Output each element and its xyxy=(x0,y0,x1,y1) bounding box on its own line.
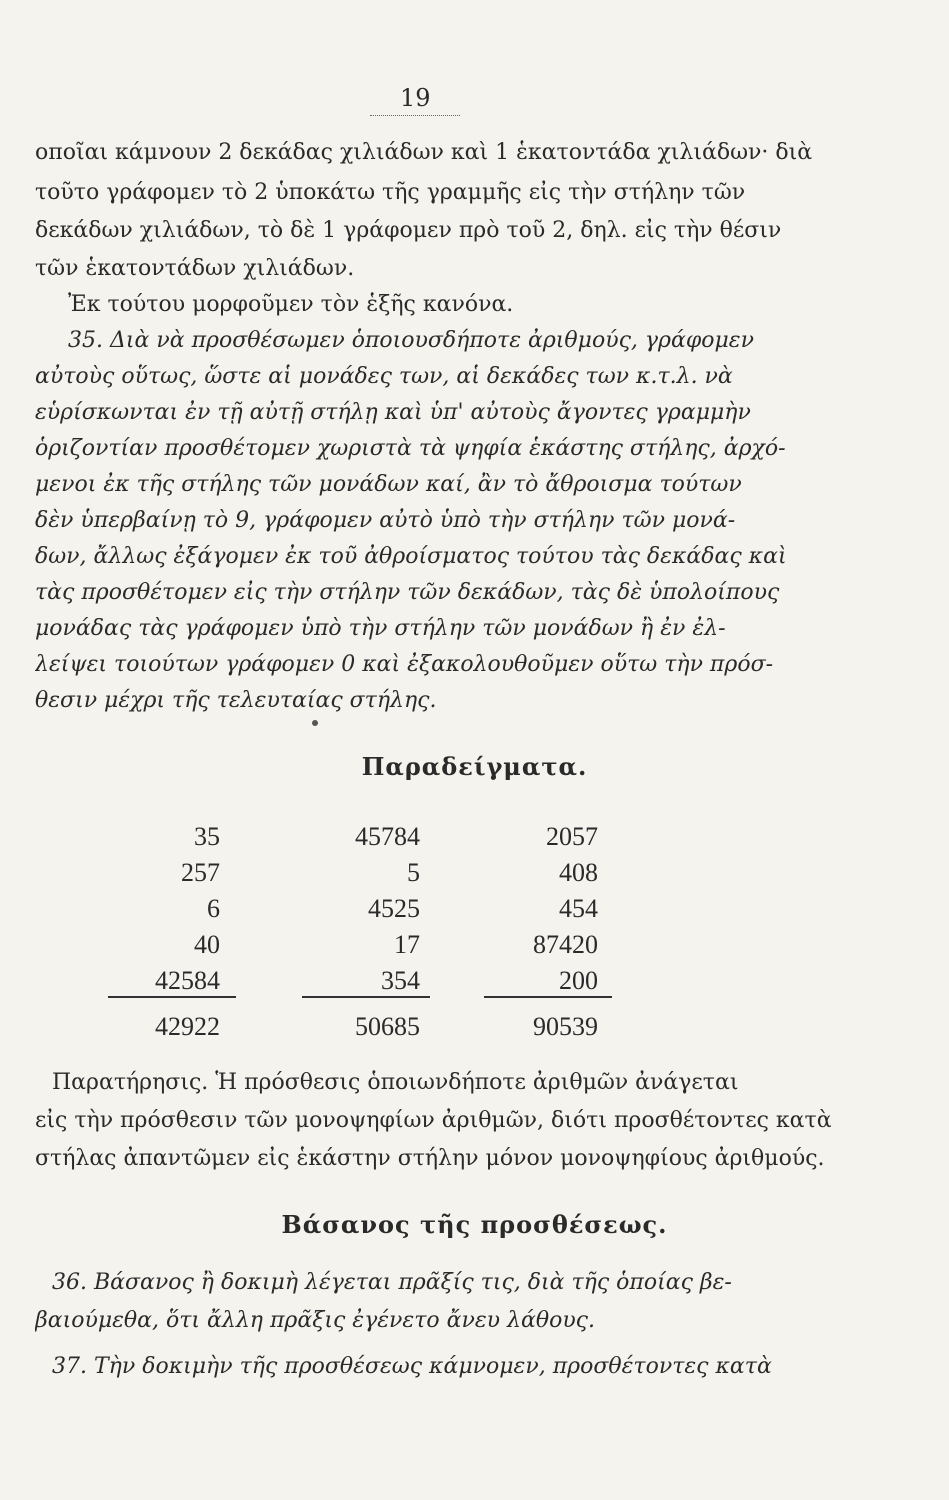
example1-addend: 257 xyxy=(181,858,220,887)
example3-sum: 90539 xyxy=(533,1012,598,1041)
rule35-line: εὑρίσκωνται ἐν τῇ αὐτῇ στήλῃ καὶ ὑπ' αὐτοὺς ἄγοντες γραμμὴν xyxy=(35,400,751,425)
ink-dot xyxy=(312,720,318,726)
example1-sum: 42922 xyxy=(155,1012,220,1041)
example1-addend: 42584 xyxy=(155,966,220,995)
example3-addend: 87420 xyxy=(533,930,598,959)
para1-line: τοῦτο γράφομεν τὸ 2 ὑποκάτω τῆς γραμμῆς εἰς τὴν στήλην τῶν xyxy=(35,180,746,205)
page-number: 19 xyxy=(400,84,431,112)
example2-addend: 5 xyxy=(407,858,420,887)
rule35-line: 35. Διὰ νὰ προσθέσωμεν ὁποιουσδήποτε ἀριθμούς, γράφομεν xyxy=(68,328,754,353)
para1-line: οποῖαι κάμνουν 2 δεκάδας χιλιάδων καὶ 1 ἑκατοντάδα χιλιάδων· διὰ xyxy=(35,140,813,165)
example1-addend: 35 xyxy=(194,822,220,851)
rule35-line: δων, ἄλλως ἐξάγομεν ἐκ τοῦ ἀθροίσματος τούτου τὰς δεκάδας καὶ xyxy=(35,544,787,569)
example2-addend: 354 xyxy=(381,966,420,995)
example3-sum-rule xyxy=(484,996,612,998)
remark-line: στήλας ἀπαντῶμεν εἰς ἑκάστην στήλην μόνον μονοψηφίους ἀριθμούς. xyxy=(35,1146,825,1171)
para1-line: Ἐκ τούτου μορφοῦμεν τὸν ἑξῆς κανόνα. xyxy=(68,292,514,317)
rule35-line: ὁριζοντίαν προσθέτομεν χωριστὰ τὰ ψηφία ἑκάστης στήλης, ἀρχό- xyxy=(35,436,786,461)
rule35-line: αὐτοὺς οὕτως, ὥστε αἱ μονάδες των, αἱ δεκάδες των κ.τ.λ. νὰ xyxy=(35,364,733,389)
example1-sum-rule xyxy=(108,996,236,998)
para1-line: τῶν ἑκατοντάδων χιλιάδων. xyxy=(35,256,355,281)
example1-addend: 6 xyxy=(207,894,220,923)
page-number-rule xyxy=(370,115,460,116)
example3-addend: 454 xyxy=(559,894,598,923)
remark-line: Παρατήρησις. Ἡ πρόσθεσις ὁποιωνδήποτε ἀριθμῶν ἀνάγεται xyxy=(52,1070,739,1095)
rule35-line: δὲν ὑπερβαίνῃ τὸ 9, γράφομεν αὐτὸ ὑπὸ τὴν στήλην τῶν μονά- xyxy=(35,508,736,533)
examples-heading: Παραδείγματα. xyxy=(361,752,588,781)
example3-addend: 408 xyxy=(559,858,598,887)
para36-line: βαιούμεθα, ὅτι ἄλλη πρᾶξις ἐγένετο ἄνευ λάθους. xyxy=(35,1308,596,1333)
para1-line: δεκάδων χιλιάδων, τὸ δὲ 1 γράφομεν πρὸ τοῦ 2, δηλ. εἰς τὴν θέσιν xyxy=(35,218,782,243)
para36-line: 36. Βάσανος ἢ δοκιμὴ λέγεται πρᾶξίς τις, διὰ τῆς ὁποίας βε- xyxy=(52,1270,732,1295)
example2-addend: 4525 xyxy=(368,894,420,923)
example2-sum-rule xyxy=(302,996,430,998)
example2-addend: 45784 xyxy=(355,822,420,851)
example2-addend: 17 xyxy=(394,930,420,959)
remark-line: εἰς τὴν πρόσθεσιν τῶν μονοψηφίων ἀριθμῶν, διότι προσθέτοντες κατὰ xyxy=(35,1108,832,1133)
proof-heading: Βάσανος τῆς προσθέσεως. xyxy=(281,1210,668,1239)
example3-addend: 200 xyxy=(559,966,598,995)
rule35-line: λείψει τοιούτων γράφομεν 0 καὶ ἐξακολουθοῦμεν οὕτω τὴν πρόσ- xyxy=(35,652,774,677)
rule35-line: μονάδας τὰς γράφομεν ὑπὸ τὴν στήλην τῶν μονάδων ἢ ἐν ἐλ- xyxy=(35,616,726,641)
example2-sum: 50685 xyxy=(355,1012,420,1041)
example3-addend: 2057 xyxy=(546,822,598,851)
example1-addend: 40 xyxy=(194,930,220,959)
rule35-line: θεσιν μέχρι τῆς τελευταίας στήλης. xyxy=(35,688,437,713)
para37-line: 37. Τὴν δοκιμὴν τῆς προσθέσεως κάμνομεν, προσθέτοντες κατὰ xyxy=(52,1354,772,1379)
rule35-line: μενοι ἐκ τῆς στήλης τῶν μονάδων καί, ἂν τὸ ἄθροισμα τούτων xyxy=(35,472,742,497)
rule35-line: τὰς προσθέτομεν εἰς τὴν στήλην τῶν δεκάδων, τὰς δὲ ὑπολοίπους xyxy=(35,580,780,605)
